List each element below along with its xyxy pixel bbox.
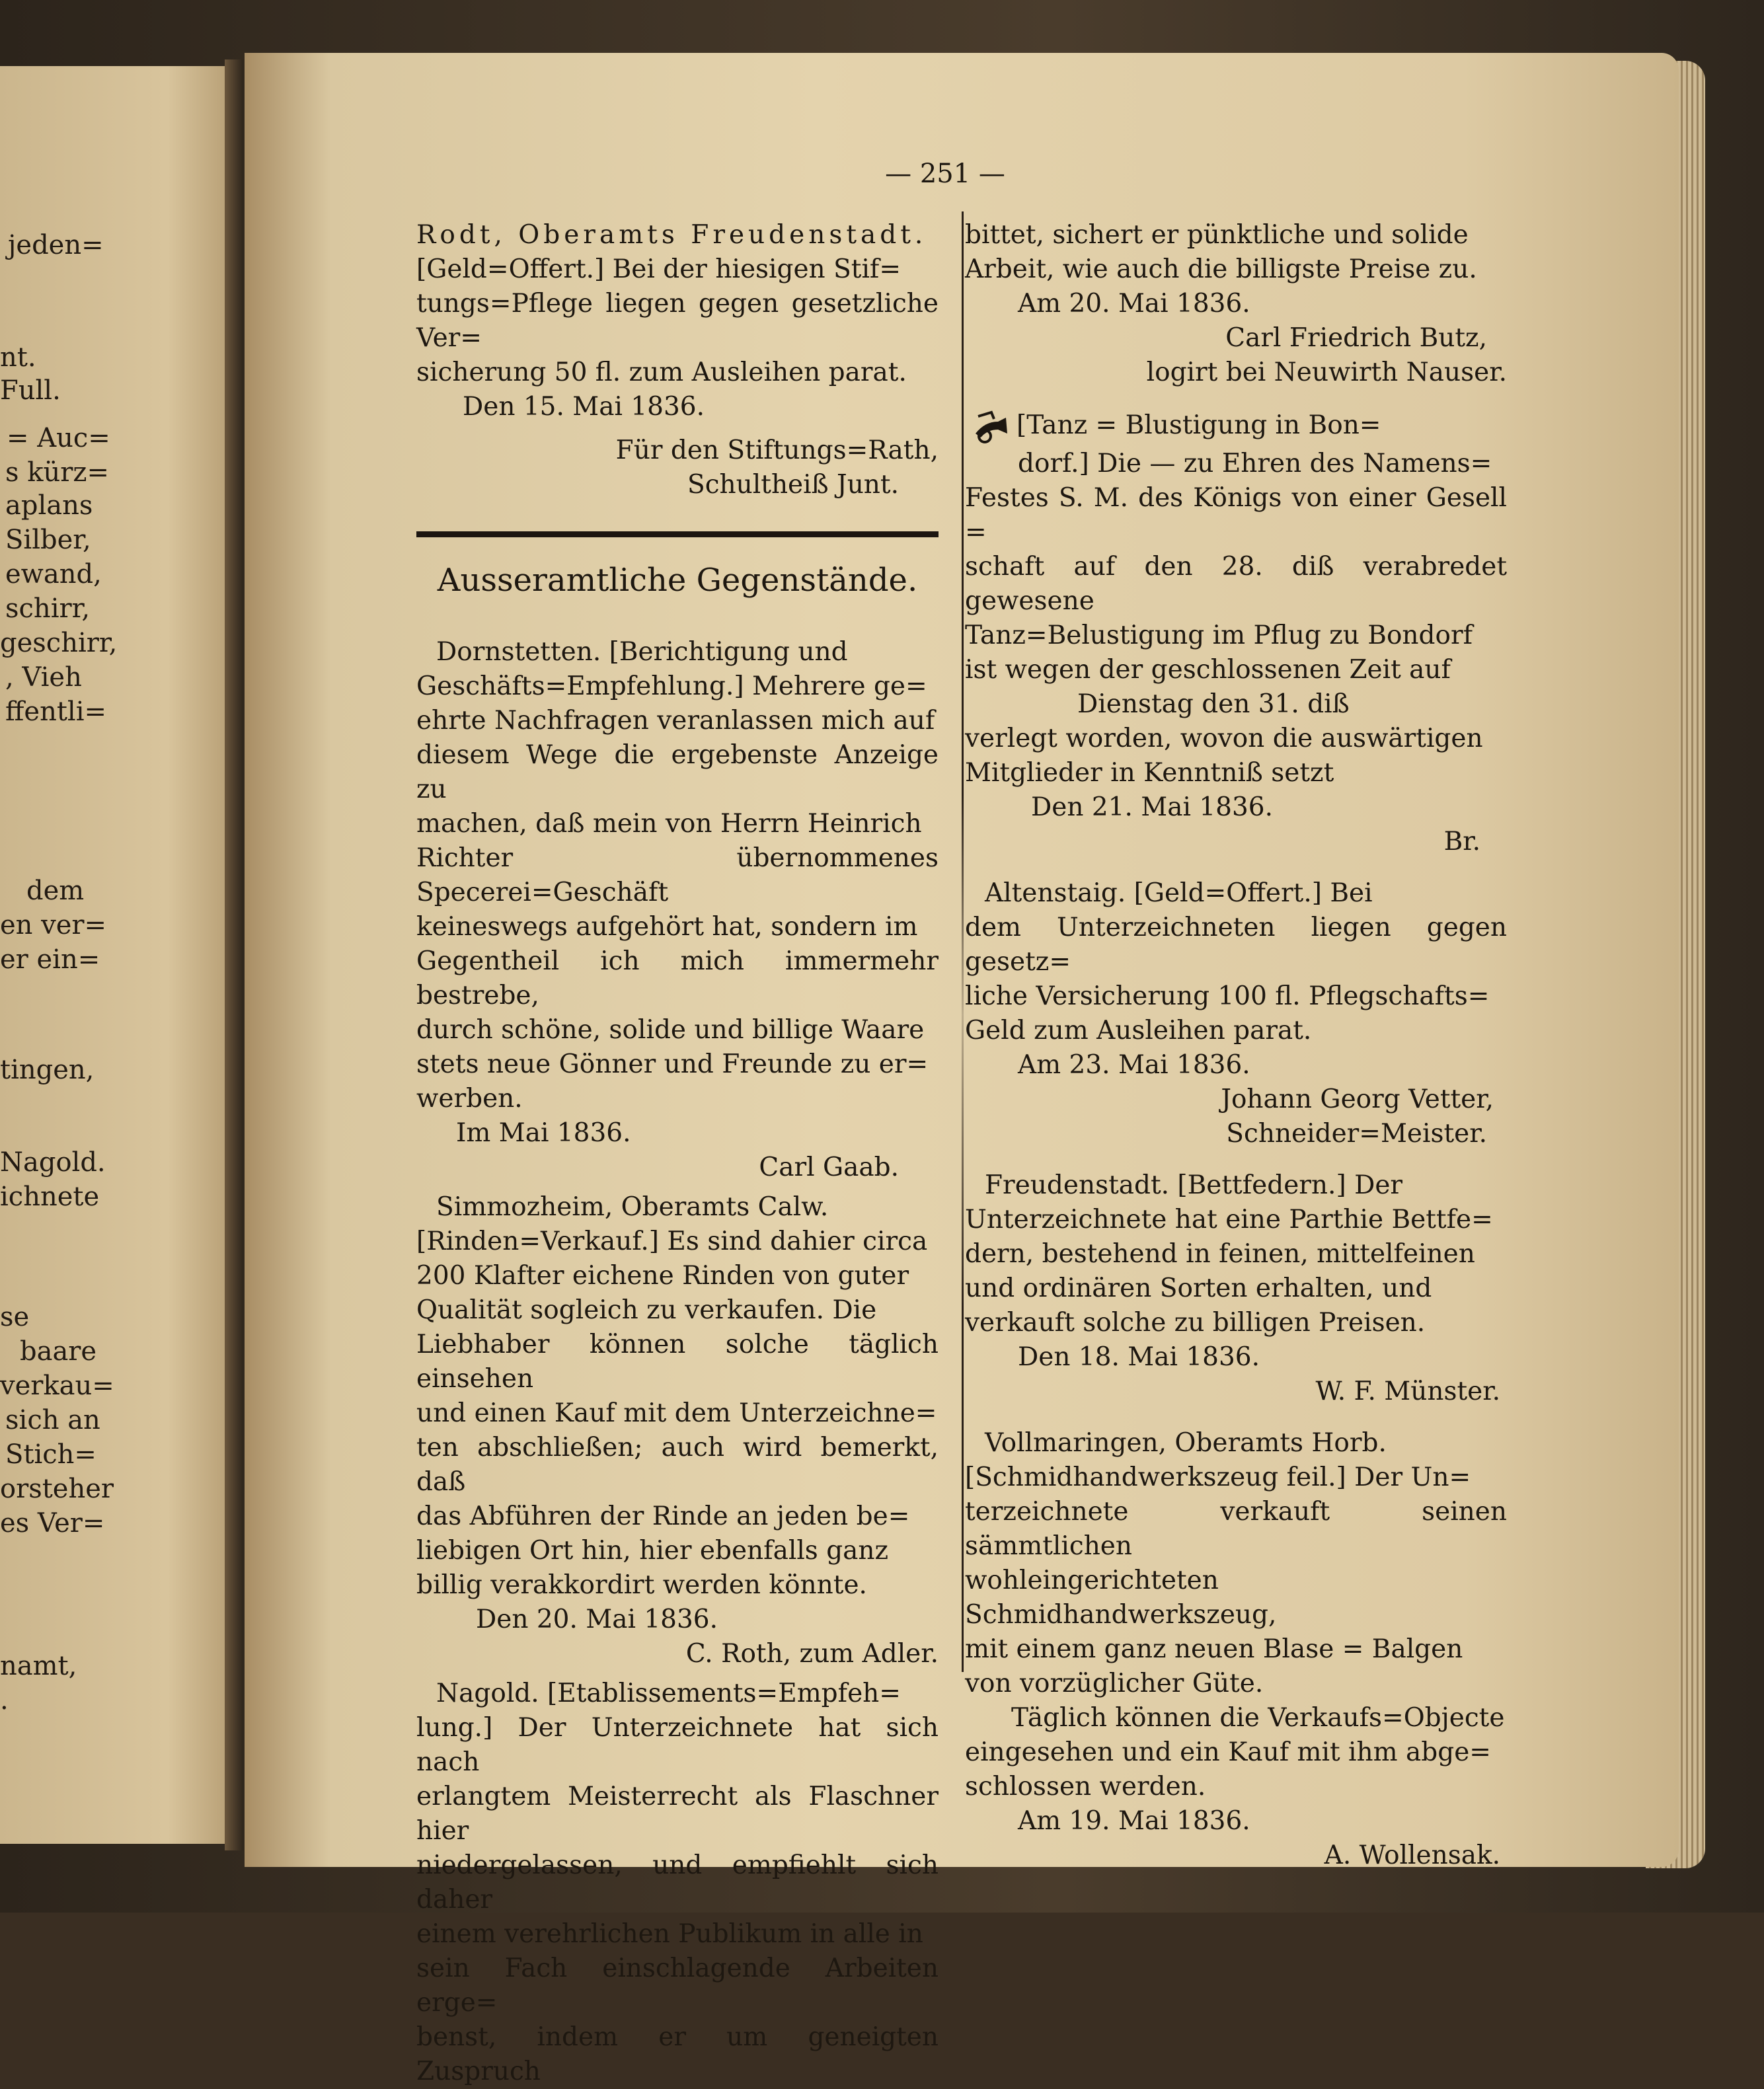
- left-fragment: se: [0, 1302, 30, 1332]
- text-line: Täglich können die Verkaufs=Objecte: [1011, 1703, 1505, 1733]
- text-line: stets neue Gönner und Freunde zu er=: [416, 1049, 929, 1079]
- left-column: [416, 218, 939, 2089]
- left-fragment: namt,: [0, 1651, 77, 1681]
- ad-date: Den 15. Mai 1836.: [463, 392, 705, 422]
- text-line: liche Versicherung 100 fl. Pflegschafts=: [965, 981, 1490, 1011]
- ad-date: Im Mai 1836.: [456, 1118, 631, 1148]
- left-fragment: tingen,: [0, 1055, 95, 1085]
- left-fragment: , Vieh: [5, 662, 82, 693]
- left-fragment: .: [0, 1685, 9, 1716]
- text-line: Festes S. M. des Königs von einer Gesell =: [965, 483, 1507, 547]
- text-line: Altenstaig. [Geld=Offert.] Bei: [985, 878, 1373, 908]
- text-line: Nagold. [Etablissements=Empfeh=: [436, 1679, 901, 1708]
- text-line: durch schöne, solide und billige Waare: [416, 1015, 925, 1045]
- text-line: Dienstag den 31. diß: [1077, 689, 1350, 719]
- ad-signature: C. Roth, zum Adler.: [685, 1639, 939, 1669]
- ad-date: Am 23. Mai 1836.: [1018, 1050, 1250, 1080]
- text-line: das Abführen der Rinde an jeden be=: [416, 1501, 910, 1531]
- text-line: verlegt worden, wovon die auswärtigen: [965, 724, 1483, 753]
- text-line: mit einem ganz neuen Blase = Balgen: [965, 1634, 1463, 1664]
- text-line: tungs=Pflege liegen gegen gesetzliche Ver=: [416, 289, 939, 353]
- text-line: Mitglieder in Kenntniß setzt: [965, 758, 1334, 788]
- left-fragment: schirr,: [5, 593, 91, 624]
- section-heading: Ausseramtliche Gegenstände.: [437, 562, 918, 599]
- text-line: liebigen Ort hin, hier ebenfalls ganz: [416, 1536, 889, 1566]
- left-fragment: baare: [20, 1336, 97, 1367]
- text-line: lung.] Der Unterzeichnete hat sich nach: [416, 1713, 939, 1777]
- text-line: ist wegen der geschlossenen Zeit auf: [965, 655, 1451, 685]
- left-fragment: Full.: [0, 375, 61, 406]
- left-page: [0, 66, 239, 1844]
- left-fragment: Nagold.: [0, 1147, 106, 1178]
- text-line: wohleingerichteten Schmidhandwerkszeug,: [965, 1566, 1277, 1630]
- ad-rodt-heading: Rodt, Oberamts Freudenstadt.: [416, 220, 927, 250]
- text-line: Dornstetten. [Berichtigung und: [436, 637, 848, 667]
- right-column: [965, 218, 1507, 1873]
- text-line: terzeichnete verkauft seinen sämmtlichen: [965, 1497, 1507, 1561]
- text-line: sein Fach einschlagende Arbeiten erge=: [416, 1954, 939, 2018]
- text-line: werben.: [416, 1084, 523, 1114]
- text-line: diesem Wege die ergebenste Anzeige zu: [416, 740, 939, 804]
- text-line: und einen Kauf mit dem Unterzeichne=: [416, 1398, 937, 1428]
- page-number: — 251 —: [885, 159, 1005, 189]
- left-fragment: geschirr,: [0, 628, 118, 658]
- left-fragment: en ver=: [0, 910, 107, 940]
- ad-date: Den 18. Mai 1836.: [1018, 1342, 1260, 1372]
- text-line: Vollmaringen, Oberamts Horb.: [985, 1428, 1387, 1458]
- ad-signature: W. F. Münster.: [1315, 1377, 1500, 1406]
- text-line: Richter übernommenes Specerei=Geschäft: [416, 843, 939, 907]
- ad-heading-line: [Tanz = Blustigung in Bon=: [1016, 410, 1381, 440]
- left-fragment: Silber,: [5, 525, 91, 555]
- left-fragment: = Auc=: [7, 423, 110, 453]
- ad-signature: A. Wollensak.: [1324, 1841, 1500, 1870]
- text-line: Gegentheil ich mich immermehr bestrebe,: [416, 946, 939, 1010]
- text-line: Geld zum Ausleihen parat.: [965, 1016, 1312, 1045]
- ad-signature: logirt bei Neuwirth Nauser.: [1146, 358, 1507, 387]
- text-line: [Geld=Offert.] Bei der hiesigen Stif=: [416, 254, 901, 284]
- text-line: niedergelassen, und empfiehlt sich daher: [416, 1850, 939, 1915]
- ad-signature: Johann Georg Vetter,: [1221, 1084, 1494, 1114]
- left-fragment: sich an: [5, 1405, 100, 1435]
- text-line: von vorzüglicher Güte.: [965, 1669, 1264, 1698]
- ad-date: Am 19. Mai 1836.: [1018, 1806, 1250, 1836]
- text-line: [965, 407, 1507, 447]
- ad-signature: Für den Stiftungs=Rath,: [615, 436, 939, 465]
- text-line: Geschäfts=Empfehlung.] Mehrere ge=: [416, 671, 927, 701]
- text-line: 200 Klafter eichene Rinden von guter: [416, 1261, 909, 1291]
- left-fragment: er ein=: [0, 944, 100, 975]
- text-line: bittet, sichert er pünktliche und solide: [965, 220, 1469, 250]
- post-horn-icon: [972, 407, 1011, 447]
- text-line: Liebhaber können solche täglich einsehen: [416, 1330, 939, 1394]
- left-fragment: es Ver=: [0, 1508, 105, 1538]
- text-line: benst, indem er um geneigten Zuspruch: [416, 2022, 939, 2086]
- text-line: Arbeit, wie auch die billigste Preise zu.: [965, 254, 1477, 284]
- text-line: ehrte Nachfragen veranlassen mich auf: [416, 706, 935, 736]
- left-fragment: verkau=: [0, 1371, 114, 1401]
- text-line: [Rinden=Verkauf.] Es sind dahier circa: [416, 1227, 928, 1256]
- ad-signature: Carl Friedrich Butz,: [1225, 323, 1487, 353]
- left-fragment: Stich=: [5, 1439, 96, 1470]
- text-line: dern, bestehend in feinen, mittelfeinen: [965, 1239, 1475, 1269]
- left-fragment: ewand,: [5, 559, 102, 589]
- text-line: [Schmidhandwerkszeug feil.] Der Un=: [965, 1462, 1471, 1492]
- ad-signature: Schneider=Meister.: [1226, 1119, 1487, 1149]
- text-line: erlangtem Meisterrecht als Flaschner hier: [416, 1782, 939, 1846]
- left-fragment: s kürz=: [5, 457, 109, 488]
- ad-signature: Carl Gaab.: [759, 1153, 899, 1182]
- text-line: Tanz=Belustigung im Pflug zu Bondorf: [965, 621, 1473, 650]
- text-line: Freudenstadt. [Bettfedern.] Der: [985, 1170, 1403, 1200]
- text-line: Simmozheim, Oberamts Calw.: [436, 1192, 829, 1222]
- left-fragment: aplans: [5, 490, 93, 521]
- text-line: schlossen werden.: [965, 1772, 1206, 1802]
- column-separator: [962, 211, 964, 1672]
- spacer: [965, 1409, 1507, 1426]
- ad-date: Den 21. Mai 1836.: [1031, 792, 1273, 822]
- text-line: machen, daß mein von Herrn Heinrich: [416, 809, 922, 839]
- spacer: [965, 390, 1507, 407]
- text-line: dorf.] Die — zu Ehren des Namens=: [1018, 449, 1492, 478]
- text-line: sicherung 50 fl. zum Ausleihen parat.: [416, 358, 907, 387]
- ad-date: Den 20. Mai 1836.: [476, 1605, 718, 1634]
- text-line: und ordinären Sorten erhalten, und: [965, 1273, 1432, 1303]
- text-line: verkauft solche zu billigen Preisen.: [965, 1308, 1426, 1338]
- text-line: ten abschließen; auch wird bemerkt, daß: [416, 1433, 939, 1497]
- left-fragment: ichnete: [0, 1182, 100, 1212]
- section-rule: [416, 531, 939, 537]
- left-fragment: orsteher: [0, 1474, 114, 1504]
- spacer: [965, 1151, 1507, 1168]
- left-fragment: dem: [26, 876, 85, 906]
- left-fragment: nt.: [0, 342, 36, 373]
- text-line: billig verakkordirt werden könnte.: [416, 1570, 867, 1600]
- ad-signature: Br.: [1443, 827, 1480, 856]
- text-line: dem Unterzeichneten liegen gegen gesetz=: [965, 913, 1507, 977]
- text-line: keineswegs aufgehört hat, sondern im: [416, 912, 918, 942]
- ad-date: Am 20. Mai 1836.: [1018, 289, 1250, 319]
- text-line: eingesehen und ein Kauf mit ihm abge=: [965, 1737, 1491, 1767]
- text-line: einem verehrlichen Publikum in alle in: [416, 1919, 923, 1949]
- left-fragment: jeden=: [8, 230, 104, 260]
- ad-signature: Schultheiß Junt.: [687, 470, 899, 500]
- text-line: schaft auf den 28. diß verabredet gewesene: [965, 552, 1507, 616]
- left-fragment: ffentli=: [5, 697, 107, 727]
- text-line: Qualität sogleich zu verkaufen. Die: [416, 1295, 877, 1325]
- spacer: [965, 859, 1507, 876]
- text-line: Unterzeichnete hat eine Parthie Bettfe=: [965, 1205, 1493, 1234]
